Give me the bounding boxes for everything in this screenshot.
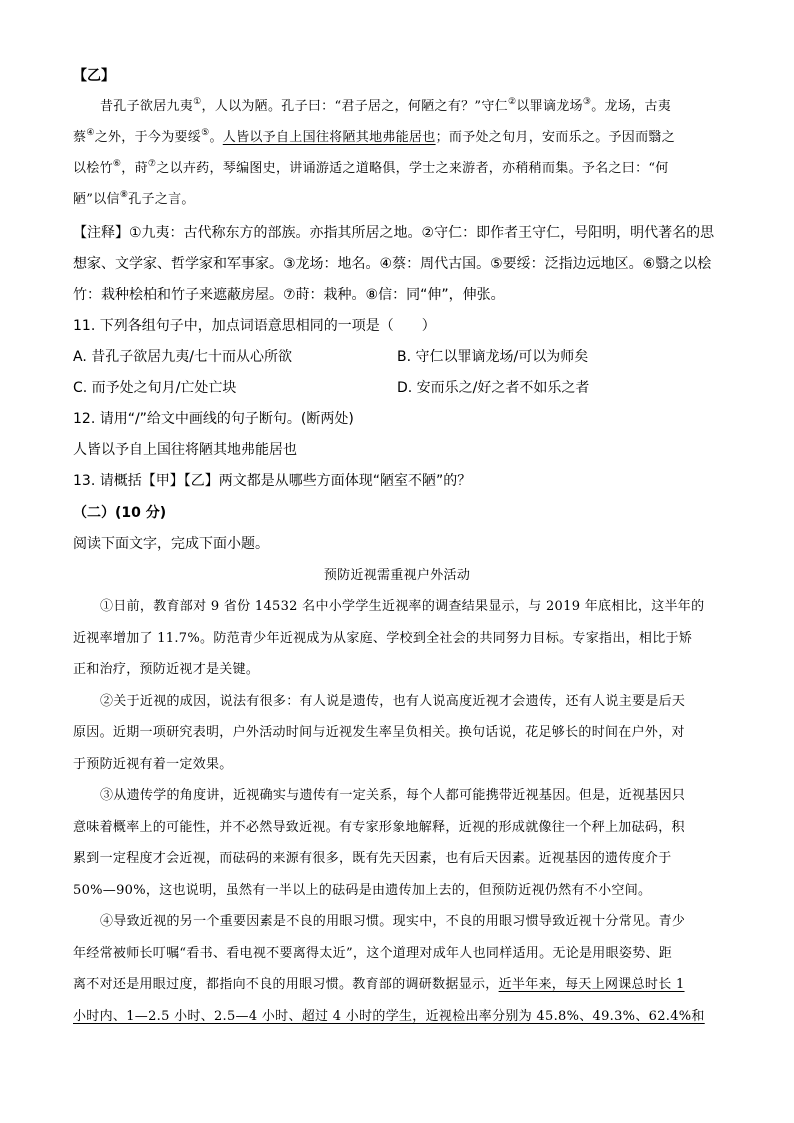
text-line bbox=[100, 597, 704, 617]
footnote-marker: ① bbox=[193, 97, 202, 107]
text-run: 。 bbox=[209, 130, 223, 145]
text-run: 累到一定程度才会近视，而砝码的来源有很多，既有先天因素，也有后天因素。近视基因的遗传度介于 bbox=[73, 851, 672, 866]
article-title: 预防近视需重视户外活动 bbox=[323, 568, 471, 583]
q11-option-b: B. 守仁以罪谪龙场/可以为师矣 bbox=[397, 349, 589, 365]
text-run: 于预防近视有着一定效果。 bbox=[73, 756, 233, 772]
text-run: 以罪谪龙场 bbox=[516, 99, 583, 114]
text-run: ；而予处之旬月，安而乐之。予因而翳之 bbox=[435, 130, 675, 145]
footnote-marker: ④ bbox=[86, 128, 95, 138]
text-run: 蔡 bbox=[73, 130, 87, 145]
text-run: 之外，于今为要绥 bbox=[94, 130, 202, 145]
text-line bbox=[73, 881, 651, 901]
text-line bbox=[73, 1007, 705, 1027]
q12-sentence: 人皆以予自上国往将陋其地弗能居也 bbox=[73, 442, 297, 458]
underlined-text: 人皆以予自上国往将陋其地弗能居也 bbox=[222, 130, 436, 145]
text-run: 之以卉药，琴编图史，讲诵游适之道略俱，学士之来游者，亦稍稍而集。予名之曰：“何 bbox=[156, 161, 669, 176]
text-run: 50%—90%，这也说明，虽然有一半以上的砝码是由遗传加上去的，但预防近视仍然有不小空间。 bbox=[73, 882, 652, 898]
q11-stem: 11. 下列各组句子中，加点词语意思相同的一项是（ ） bbox=[73, 318, 436, 334]
yi-heading: 【乙】 bbox=[73, 68, 115, 84]
text-line bbox=[73, 660, 259, 680]
text-line bbox=[73, 629, 692, 649]
text-run: 以桧竹 bbox=[73, 161, 113, 176]
q11-option-d: D. 安而乐之/好之者不如乐之者 bbox=[397, 380, 590, 396]
section2-heading: （二）(10 分) bbox=[73, 505, 167, 521]
note-line: 想家、文学家、哲学家和军事家。③龙场：地名。④蔡：周代古国。⑤要绥：泛指边远地区。⑥翳之以桧 bbox=[73, 256, 712, 272]
text-line bbox=[73, 190, 195, 210]
text-line bbox=[73, 944, 672, 964]
text-run: 年经常被师长叮嘱“看书、看电视不要离得太近”，这个道理对成年人也同样适用。无论是用眼姿势、距 bbox=[73, 945, 673, 961]
text-run: 。龙场，古夷 bbox=[591, 99, 672, 114]
note-line: 竹：栽种桧柏和竹子来遮蔽房屋。⑦莳：栽种。⑧信：同“伸”，伸张。 bbox=[73, 287, 505, 303]
text-run: 正和治疗，预防近视才是关键。 bbox=[73, 662, 260, 677]
underlined-text: 近半年来，每天上网课总时长 1 bbox=[498, 977, 685, 992]
text-line bbox=[73, 128, 675, 148]
text-line bbox=[100, 912, 685, 932]
footnote-marker: ⑥ bbox=[112, 159, 122, 169]
footnote-marker: ③ bbox=[582, 97, 592, 107]
footnote-marker: ② bbox=[507, 97, 517, 107]
text-line bbox=[100, 692, 685, 712]
text-run: ②关于近视的成因，说法有很多：有人说是遗传，也有人说高度近视才会遗传，还有人说主要是后天 bbox=[100, 693, 686, 709]
text-run: 昔孔子欲居九夷 bbox=[100, 99, 194, 114]
text-run: ，莳 bbox=[121, 161, 148, 176]
text-run: ③从遗传学的角度讲，近视确实与遗传有一定关系，每个人都可能携带近视基因。但是，近视基因只 bbox=[100, 788, 686, 803]
text-line bbox=[73, 818, 685, 838]
footnote-marker: ⑧ bbox=[119, 190, 129, 200]
text-line bbox=[73, 159, 669, 179]
footnote-marker: ⑦ bbox=[147, 159, 157, 169]
text-run: ，人以为陋。孔子曰：“君子居之，何陋之有？”守仁 bbox=[201, 99, 508, 114]
text-run: 近视率增加了 11.7%。防范青少年近视成为从家庭、学校到全社会的共同努力目标。专家指出，相比于矫 bbox=[73, 630, 693, 646]
text-run: ④导致近视的另一个重要因素是不良的用眼习惯。现实中，不良的用眼习惯导致近视十分常见。青少 bbox=[100, 914, 686, 929]
note-line: 【注释】①九夷：古代称东方的部族。亦指其所居之地。②守仁：即作者王守仁，号阳明，明代著名的思 bbox=[73, 225, 715, 241]
text-line bbox=[100, 786, 685, 806]
text-run: 原因。近期一项研究表明，户外活动时间与近视发生率呈负相关。换句话说，花足够长的时间在户外，对 bbox=[73, 725, 685, 740]
text-line bbox=[73, 975, 685, 995]
text-run: 陋”以信 bbox=[73, 192, 120, 207]
text-line bbox=[73, 849, 672, 869]
text-line bbox=[73, 723, 685, 743]
underlined-text: 小时内、1—2.5 小时、2.5—4 小时、超过 4 小时的学生，近视检出率分别为 45.8%、49.3%、62.4%和 bbox=[73, 1008, 705, 1024]
q12-stem: 12. 请用“/”给文中画线的句子断句。(断两处) bbox=[73, 411, 354, 427]
text-run: 意味着概率上的可能性，并不必然导致近视。有专家形象地解释，近视的形成就像往一个秤上加砝码，积 bbox=[73, 819, 685, 835]
q11-option-c: C. 而予处之旬月/亡处亡块 bbox=[73, 380, 237, 396]
text-run: 孔子之言。 bbox=[128, 192, 195, 207]
text-run: 离不对还是用眼过度，都指向不良的用眼习惯。教育部的调研数据显示， bbox=[73, 977, 499, 992]
q13-stem: 13. 请概括【甲】【乙】两文都是从哪些方面体现“陋室不陋”的？ bbox=[73, 473, 472, 489]
footnote-marker: ⑤ bbox=[201, 128, 210, 138]
section2-instruction: 阅读下面文字，完成下面小题。 bbox=[73, 536, 269, 552]
text-line bbox=[73, 755, 233, 775]
text-line bbox=[100, 97, 671, 117]
text-run: ①日前，教育部对 9 省份 14532 名中小学学生近视率的调查结果显示，与 2019 年底相比，这半年的 bbox=[100, 599, 705, 614]
q11-option-a: A. 昔孔子欲居九夷/七十而从心所欲 bbox=[73, 349, 292, 365]
